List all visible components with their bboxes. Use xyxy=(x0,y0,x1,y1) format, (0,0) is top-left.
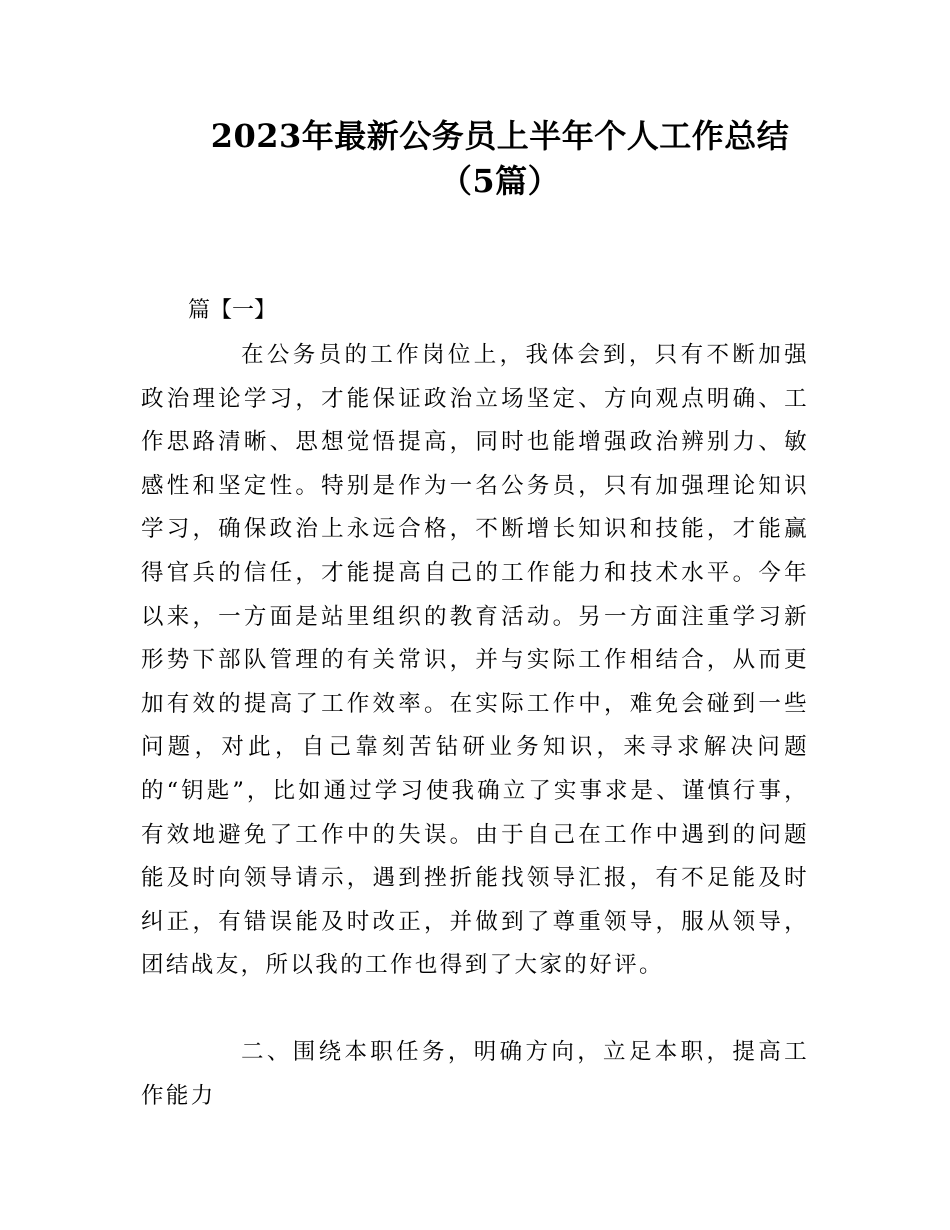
section-label: 篇【一】 xyxy=(188,298,277,323)
document-title: 2023年最新公务员上半年个人工作总结 xyxy=(210,117,790,155)
body-paragraph: 在公务员的工作岗位上，我体会到，只有不断加强政治理论学习，才能保证政治立场坚定、方向观点明确、工作思路清晰、思想觉悟提高，同时也能增强政治辨别力、敏感性和坚定性。特别是作为一名公务员，只有加强理论知识学习，确保政治上永远合格，不断增长知识和技能，才能赢得官兵的信任，才能提高自己的工作能力和技术水平。今年以来，一方面是站里组织的教育活动。另一方面注重学习新形势下部队管理的有关常识，并与实际工作相结合，从而更加有效的提高了工作效率。在实际工作中，难免会碰到一些问题，对此，自己靠刻苦钻研业务知识，来寻求解决问题的“钥匙”，比如通过学习使我确立了实事求是、谨慎行事，有效地避免了工作中的失误。由于自己在工作中遇到的问题能及时向领导请示，遇到挫折能找领导汇报，有不足能及时纠正，有错误能及时改正，并做到了尊重领导，服从领导，团结战友，所以我的工作也得到了大家的好评。 xyxy=(141,342,809,979)
section-heading-paragraph: 二、围绕本职任务，明确方向，立足本职，提高工作能力 xyxy=(141,1039,809,1109)
document-title-subtitle: （5篇） xyxy=(439,162,561,200)
